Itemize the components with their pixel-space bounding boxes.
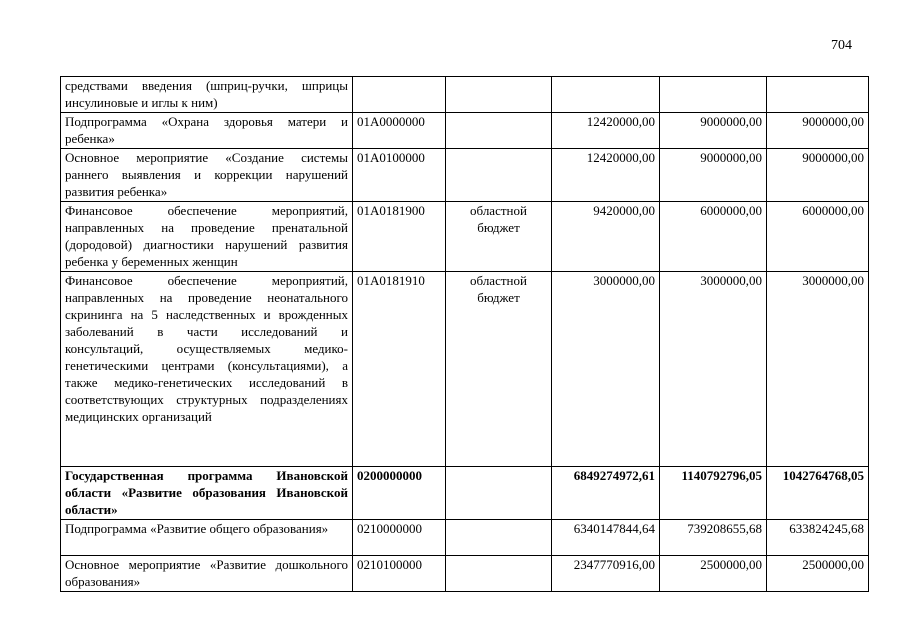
row-name: Финансовое обеспечение мероприятий, направленных на проведение пренатальной (дородовой) диагностики нарушений развития ребенка у беременных женщин xyxy=(61,202,353,272)
row-amount-3: 6000000,00 xyxy=(767,202,869,272)
table-row xyxy=(61,467,869,520)
row-code: 0200000000 xyxy=(353,467,446,520)
row-code: 01А0000000 xyxy=(353,113,446,149)
row-amount-2: 2500000,00 xyxy=(660,556,767,592)
row-source xyxy=(446,77,552,113)
row-amount-1: 12420000,00 xyxy=(552,113,660,149)
row-amount-2: 9000000,00 xyxy=(660,113,767,149)
row-amount-1: 3000000,00 xyxy=(552,272,660,467)
table-row xyxy=(61,202,869,272)
row-amount-1 xyxy=(552,77,660,113)
row-source: областной бюджет xyxy=(446,272,552,467)
row-amount-3: 9000000,00 xyxy=(767,113,869,149)
row-amount-3: 9000000,00 xyxy=(767,149,869,202)
row-amount-2: 3000000,00 xyxy=(660,272,767,467)
table-row xyxy=(61,77,869,113)
row-amount-2: 6000000,00 xyxy=(660,202,767,272)
row-amount-1: 12420000,00 xyxy=(552,149,660,202)
page-number: 704 xyxy=(831,38,852,53)
row-amount-3: 1042764768,05 xyxy=(767,467,869,520)
row-name: средствами введения (шприц-ручки, шприцы инсулиновые и иглы к ним) xyxy=(61,77,353,113)
row-code: 01А0100000 xyxy=(353,149,446,202)
row-name: Основное мероприятие «Создание системы раннего выявления и коррекции нарушений развития ребенка» xyxy=(61,149,353,202)
row-name: Государственная программа Ивановской области «Развитие образования Ивановской области» xyxy=(61,467,353,520)
row-name: Финансовое обеспечение мероприятий, направленных на проведение неонатального скрининга на 5 наследственных и врожденных заболеваний в части исследований и консультаций, осуществляемых медико-генетическими центрами (консультациями), а также медико-генетических исследований в соответствующих структурных подразделениях медицинских организаций xyxy=(61,272,353,467)
row-amount-1: 6849274972,61 xyxy=(552,467,660,520)
row-code: 0210000000 xyxy=(353,520,446,556)
row-amount-2: 1140792796,05 xyxy=(660,467,767,520)
row-code: 0210100000 xyxy=(353,556,446,592)
table-row xyxy=(61,272,869,467)
row-name: Подпрограмма «Развитие общего образования» xyxy=(61,520,353,556)
row-source xyxy=(446,149,552,202)
row-code: 01А0181910 xyxy=(353,272,446,467)
row-amount-2 xyxy=(660,77,767,113)
table-row xyxy=(61,556,869,592)
row-name: Основное мероприятие «Развитие дошкольного образования» xyxy=(61,556,353,592)
row-amount-1: 6340147844,64 xyxy=(552,520,660,556)
row-code: 01А0181900 xyxy=(353,202,446,272)
row-source xyxy=(446,467,552,520)
table-row xyxy=(61,113,869,149)
row-source xyxy=(446,520,552,556)
row-amount-1: 2347770916,00 xyxy=(552,556,660,592)
table-row xyxy=(61,149,869,202)
row-code xyxy=(353,77,446,113)
budget-table xyxy=(60,76,869,592)
row-amount-2: 739208655,68 xyxy=(660,520,767,556)
row-amount-3: 3000000,00 xyxy=(767,272,869,467)
row-amount-1: 9420000,00 xyxy=(552,202,660,272)
row-name: Подпрограмма «Охрана здоровья матери и ребенка» xyxy=(61,113,353,149)
row-amount-3 xyxy=(767,77,869,113)
row-source xyxy=(446,113,552,149)
row-amount-3: 2500000,00 xyxy=(767,556,869,592)
row-source xyxy=(446,556,552,592)
row-amount-3: 633824245,68 xyxy=(767,520,869,556)
row-source: областной бюджет xyxy=(446,202,552,272)
table-row xyxy=(61,520,869,556)
row-amount-2: 9000000,00 xyxy=(660,149,767,202)
